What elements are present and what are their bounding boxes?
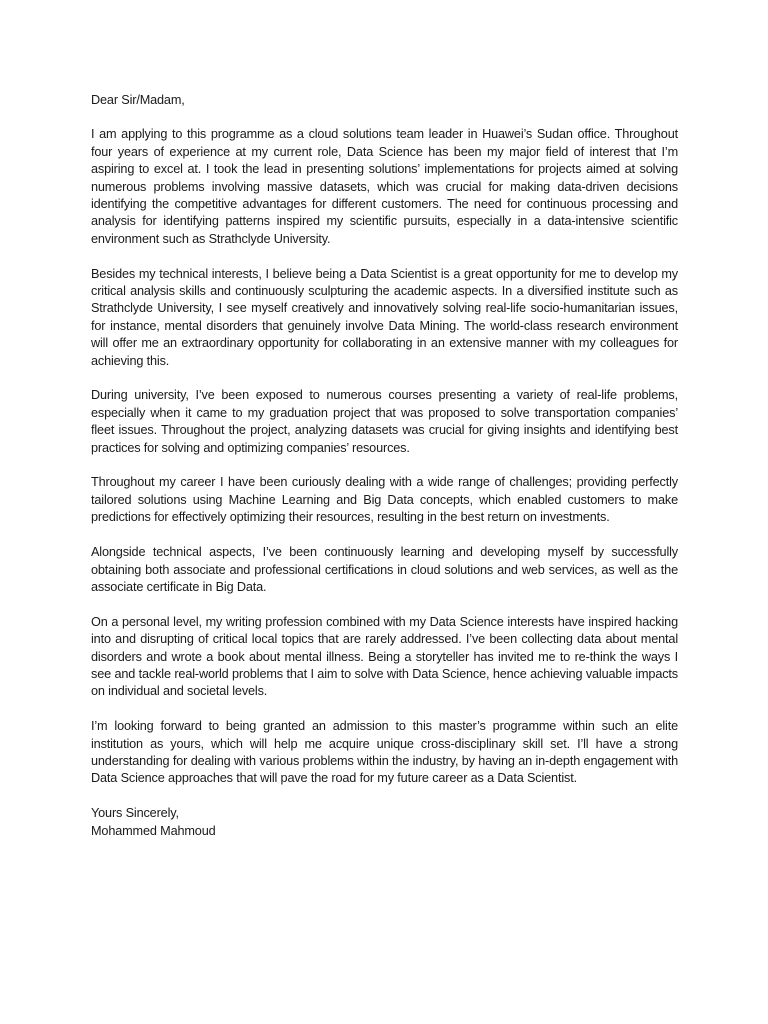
letter-greeting: Dear Sir/Madam,: [91, 93, 185, 107]
paragraph-career: Throughout my career I have been curiously dealing with a wide range of challenges; providing perfectly tailored solutions using Machine Learning and Big Data concepts, which enabled customers to make predictions for effectively optimizing their resources, resulting in the best return on investments.: [91, 475, 678, 525]
paragraph-intro: I am applying to this programme as a cloud solutions team leader in Huawei’s Sudan office. Throughout four years of experience at my current role, Data Science has been my major field of interest that I’m aspiring to excel at. I took the lead in presenting solutions’ implementations for projects aimed at solving numerous problems involving massive datasets, which was crucial for making data-driven decisions identifying the competitive advantages for different customers. The need for continuous processing and analysis for identifying patterns inspired my scientific pursuits, especially in a data-intensive scientific environment such as Strathclyde University.: [91, 127, 678, 246]
paragraph-conclusion: I’m looking forward to being granted an admission to this master’s programme within such an elite institution as yours, which will help me acquire unique cross-disciplinary skill set. I’ll have a strong understanding for dealing with various problems within the industry, by having an in-depth engagement with Data Science approaches that will pave the road for my future career as a Data Scientist.: [91, 719, 678, 786]
paragraph-personal: On a personal level, my writing profession combined with my Data Science interests have inspired hacking into and disrupting of critical local topics that are rarely addressed. I’ve been collecting data about mental disorders and wrote a book about mental illness. Being a storyteller has invited me to re-think the ways I see and tackle real-world problems that I aim to solve with Data Science, hence achieving valuable impacts on individual and societal levels.: [91, 614, 678, 699]
cover-letter: [91, 92, 678, 840]
paragraph-certifications: Alongside technical aspects, I’ve been continuously learning and developing myself by successfully obtaining both associate and professional certifications in cloud solutions and web services, as well as the associate certificate in Big Data.: [91, 545, 678, 594]
paragraph-university: During university, I’ve been exposed to numerous courses presenting a variety of real-life problems, especially when it came to my graduation project that was proposed to solve transportation companies’ fleet issues. Throughout the project, analyzing datasets was crucial for giving insights and identifying best practices for solving and optimizing companies’ resources.: [91, 388, 678, 455]
paragraph-technical-interests: Besides my technical interests, I believe being a Data Scientist is a great opportunity for me to develop my critical analysis skills and continuously sculpturing the academic aspects. In a diversified institute such as Strathclyde University, I see myself creatively and innovatively solving real-life socio-humanitarian issues, for instance, mental disorders that genuinely involve Data Mining. The world-class research environment will offer me an extraordinary opportunity for collaborating in an extensive manner with my colleagues for achieving this.: [91, 266, 678, 368]
letter-signature: Mohammed Mahmoud: [91, 823, 216, 838]
letter-closing: Yours Sincerely,: [91, 806, 179, 821]
